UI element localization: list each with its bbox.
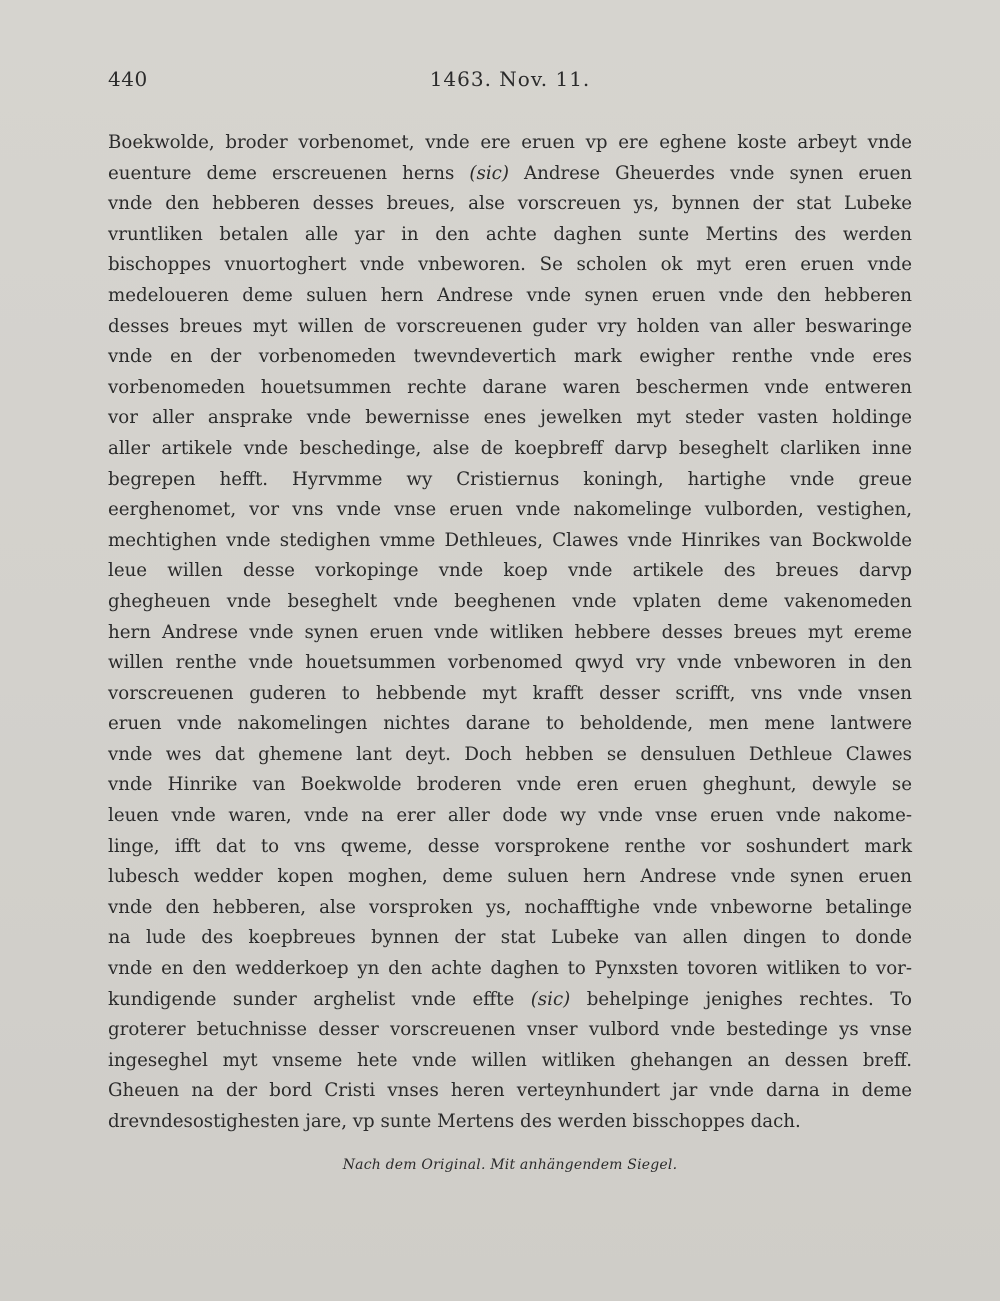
text-line: ghegheuen vnde beseghelt vnde beeghenen vnde vplaten deme vakenomeden xyxy=(108,590,912,612)
text-segment: euenture deme erscreuenen herns xyxy=(108,162,470,184)
text-segment: behelpinge jenighes rechtes. To xyxy=(570,988,912,1010)
text-line: begrepen hefft. Hyrvmme wy Cristiernus koningh, hartighe vnde greue xyxy=(108,468,912,490)
running-head-date: 1463. Nov. 11. xyxy=(429,67,591,91)
text-line: vnde den hebberen, alse vorsproken ys, nochafftighe vnde vnbeworne betalinge xyxy=(108,896,912,918)
text-line: vnde Hinrike van Boekwolde broderen vnde eren eruen gheghunt, dewyle se xyxy=(108,774,912,796)
text-line: aller artikele vnde beschedinge, alse de koepbreff darvp beseghelt clarliken inne xyxy=(108,437,912,459)
text-line: vnde en den wedderkoep yn den achte daghen to Pynxsten tovoren witliken to vor- xyxy=(108,958,912,980)
text-line: groterer betuchnisse desser vorscreuenen vnser vulbord vnde bestedinge ys vnse xyxy=(108,1019,912,1041)
text-line: vnde wes dat ghemene lant deyt. Doch hebben se densuluen Dethleue Clawes xyxy=(108,743,912,765)
page-number: 440 xyxy=(108,67,148,91)
text-line: leue willen desse vorkopinge vnde koep vnde artikele des breues darvp xyxy=(108,560,912,582)
text-line: lubesch wedder kopen moghen, deme suluen hern Andrese vnde synen eruen xyxy=(108,866,912,888)
text-line: vor aller ansprake vnde bewernisse enes jewelken myt steder vasten holdinge xyxy=(108,407,912,429)
sic-annotation: (sic) xyxy=(469,162,509,184)
text-line: eerghenomet, vor vns vnde vnse eruen vnde nakomelinge vulborden, vestighen, xyxy=(108,499,912,521)
text-line: ingeseghel myt vnseme hete vnde willen witliken ghehangen an dessen breff. xyxy=(108,1049,912,1071)
text-line: Gheuen na der bord Cristi vnses heren verteynhundert jar vnde darna in deme xyxy=(108,1080,912,1102)
page-header xyxy=(108,67,912,97)
body-text xyxy=(108,128,912,1138)
text-line: vnde den hebberen desses breues, alse vorscreuen ys, bynnen der stat Lubeke xyxy=(108,193,912,215)
text-line: na lude des koepbreues bynnen der stat Lubeke van allen dingen to donde xyxy=(108,927,912,949)
source-note: Nach dem Original. Mit anhängendem Siegel. xyxy=(342,1157,678,1173)
text-line: leuen vnde waren, vnde na erer aller dode wy vnde vnse eruen vnde nakome- xyxy=(108,805,912,827)
text-line: Boekwolde, broder vorbenomet, vnde ere eruen vp ere eghene koste arbeyt vnde xyxy=(108,132,912,153)
text-line: vruntliken betalen alle yar in den achte daghen sunte Mertins des werden xyxy=(108,223,912,245)
text-line: vnde en der vorbenomeden twevndevertich mark ewigher renthe vnde eres xyxy=(108,346,912,368)
text-line: vorscreuenen guderen to hebbende myt krafft desser scrifft, vns vnde vnsen xyxy=(108,682,912,704)
text-line: medeloueren deme suluen hern Andrese vnde synen eruen vnde den hebberen xyxy=(108,284,912,306)
text-segment: kundigende sunder arghelist vnde effte xyxy=(108,988,531,1010)
text-segment: Andrese Gheuerdes vnde synen eruen xyxy=(508,162,912,184)
text-line: desses breues myt willen de vorscreuenen guder vry holden van aller beswaringe xyxy=(108,315,912,337)
text-line: linge, ifft dat to vns qweme, desse vorsprokene renthe vor soshundert mark xyxy=(108,835,912,857)
text-line: vorbenomeden houetsummen rechte darane waren beschermen vnde entweren xyxy=(108,376,912,398)
text-line: eruen vnde nakomelingen nichtes darane to beholdende, men mene lantwere xyxy=(108,713,912,735)
text-line: drevndesostighesten jare, vp sunte Mertens des werden bisschoppes dach. xyxy=(108,1111,801,1132)
text-line: willen renthe vnde houetsummen vorbenomed qwyd vry vnde vnbeworen in den xyxy=(108,652,912,674)
text-line: bischoppes vnuortoghert vnde vnbeworen. Se scholen ok myt eren eruen vnde xyxy=(108,254,912,276)
text-line: hern Andrese vnde synen eruen vnde witliken hebbere desses breues myt ereme xyxy=(108,621,912,643)
text-line xyxy=(108,985,912,1016)
sic-annotation: (sic) xyxy=(530,988,571,1010)
text-line: mechtighen vnde stedighen vmme Dethleues, Clawes vnde Hinrikes van Bockwolde xyxy=(108,529,912,551)
text-line xyxy=(108,159,912,190)
